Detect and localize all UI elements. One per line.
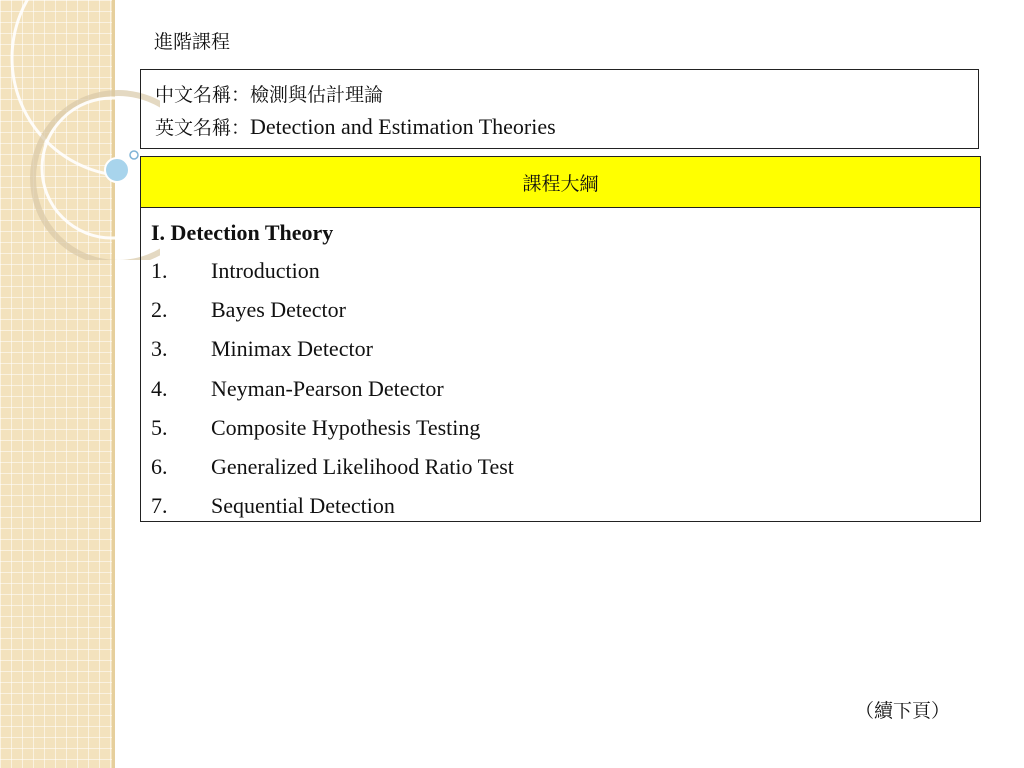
outline-item bbox=[151, 369, 980, 408]
outline-item-number: 1. bbox=[151, 257, 168, 283]
outline-item bbox=[151, 447, 980, 486]
side-strip-edge bbox=[112, 0, 115, 768]
outline-item-text: Minimax Detector bbox=[211, 336, 373, 362]
zh-name-line bbox=[155, 78, 964, 111]
decorative-side-strip bbox=[0, 0, 114, 768]
zh-name-value: 檢測與估計理論 bbox=[250, 84, 384, 106]
part-title: I. Detection Theory bbox=[151, 219, 334, 245]
outline-title: 課程大綱 bbox=[141, 157, 980, 208]
outline-item bbox=[151, 251, 980, 290]
course-outline-table bbox=[140, 156, 981, 522]
zh-name-label: 中文名稱： bbox=[155, 84, 251, 106]
continue-note: （續下頁） bbox=[855, 700, 951, 722]
outline-item-number: 3. bbox=[151, 336, 168, 362]
outline-item bbox=[151, 290, 980, 329]
outline-item-text: Generalized Likelihood Ratio Test bbox=[211, 454, 514, 480]
outline-item-number: 7. bbox=[151, 493, 168, 519]
outline-item-number: 5. bbox=[151, 414, 168, 440]
outline-item-text: Neyman-Pearson Detector bbox=[211, 375, 444, 401]
outline-item-number: 2. bbox=[151, 296, 168, 322]
outline-item bbox=[151, 330, 980, 369]
outline-body bbox=[141, 208, 980, 526]
section-label: 進階課程 bbox=[154, 31, 231, 53]
outline-item bbox=[151, 487, 980, 526]
outline-item-number: 6. bbox=[151, 454, 168, 480]
outline-item-number: 4. bbox=[151, 375, 168, 401]
outline-item-text: Sequential Detection bbox=[211, 493, 395, 519]
outline-item-text: Introduction bbox=[211, 257, 320, 283]
en-name-line bbox=[155, 111, 964, 144]
en-name-label: 英文名稱： bbox=[155, 117, 251, 139]
course-name-box bbox=[140, 69, 979, 149]
outline-item-text: Composite Hypothesis Testing bbox=[211, 414, 481, 440]
en-name-value: Detection and Estimation Theories bbox=[250, 114, 556, 139]
outline-item-text: Bayes Detector bbox=[211, 296, 346, 322]
outline-item bbox=[151, 408, 980, 447]
